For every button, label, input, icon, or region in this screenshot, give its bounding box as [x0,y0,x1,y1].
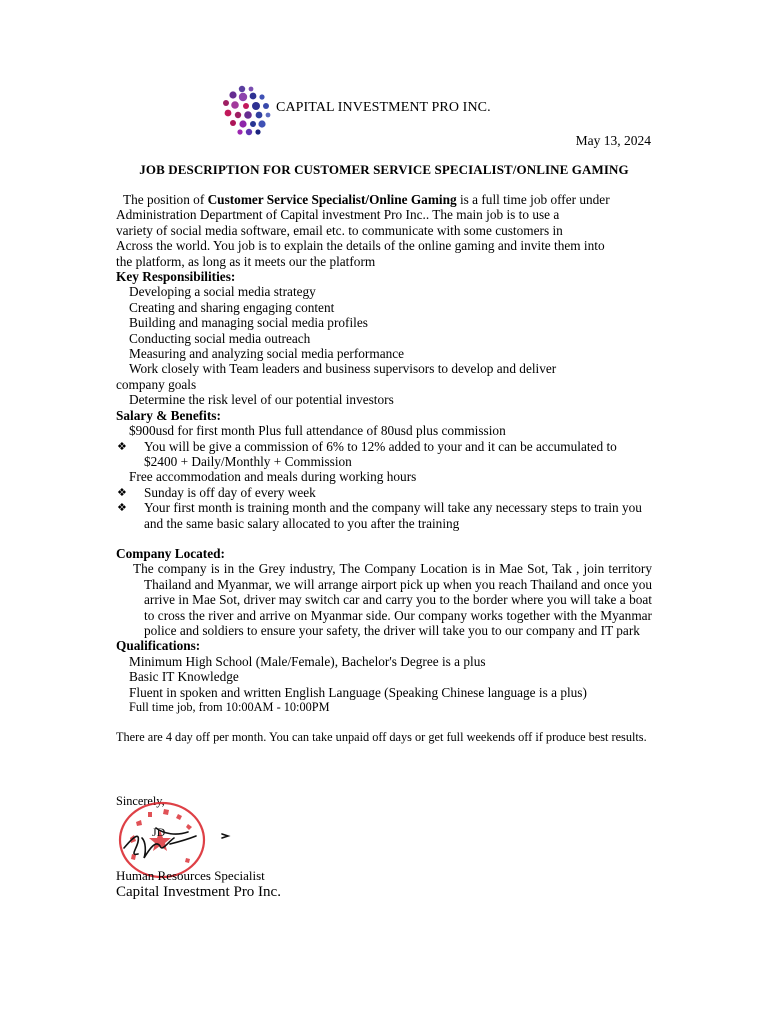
list-item: ❖ You will be give a commission of 6% to 12% added to your and it can be accumulated to $2400 + Daily/Monthly + Commission [117,438,617,469]
diamond-bullet-icon: ❖ [117,439,127,453]
intro-line: the platform, as long as it meets our the platform [116,253,376,269]
svg-text:JD: JD [152,825,166,839]
signer-company: Capital Investment Pro Inc. [116,884,281,900]
intro-line: variety of social media software, email etc. to communicate with some customers in [116,222,563,238]
list-item: Building and managing social media profiles [129,315,368,331]
intro-line: Administration Department of Capital investment Pro Inc.. The main job is to use a [116,207,560,223]
list-item: Full time job, from 10:00AM - 10:00PM [129,700,330,714]
list-item: Developing a social media strategy [129,284,316,300]
list-item: Basic IT Knowledge [129,669,239,685]
closing-salutation: Sincerely, [116,794,165,808]
signer-role: Human Resources Specialist [116,868,265,883]
company-name: CAPITAL INVESTMENT PRO INC. [276,100,491,115]
responsibilities-heading: Key Responsibilities: [116,269,236,285]
position-name: Customer Service Specialist/Online Gaming [207,192,457,207]
list-item: $900usd for first month Plus full attendance of 80usd plus commission [129,423,506,439]
handwritten-signature-icon [124,825,228,858]
document-title: JOB DESCRIPTION FOR CUSTOMER SERVICE SPECIALIST/ONLINE GAMING [139,162,629,177]
location-heading: Company Located: [116,545,225,561]
letter-date: May 13, 2024 [575,133,651,148]
list-item: Free accommodation and meals during working hours [129,469,417,485]
diamond-bullet-icon: ❖ [117,501,127,515]
location-paragraph: The company is in the Grey industry, The Company Location is in Mae Sot, Tak , join territory Thailand and Myanmar, we will arrange airport pick up when you reach Thailand and once you arrive in Mae Sot, driver may switch car and carry you to the border where you will take a boat to cross the river and arrive on Myanmar side. Our company works together with the Myanmar police and soldiers to ensure your safety, the driver will take you to our company and IT park [132,561,652,638]
salary-heading: Salary & Benefits: [116,407,221,423]
list-item: ❖ Your first month is training month and the company will take any necessary steps to train you and the same basic salary allocated to you after the training [117,500,642,531]
list-item: Determine the risk level of our potential investors [129,392,394,408]
list-item: ❖ Sunday is off day of every week [117,484,316,500]
diamond-bullet-icon: ❖ [117,485,127,499]
list-item-continued: company goals [116,376,197,392]
list-item: Minimum High School (Male/Female), Bachelor's Degree is a plus [129,653,486,669]
list-item: Work closely with Team leaders and business supervisors to develop and deliver [129,361,557,377]
list-item: Fluent in spoken and written English Language (Speaking Chinese language is a plus) [129,684,587,700]
list-item: Measuring and analyzing social media performance [129,346,405,362]
intro-line: Across the world. You job is to explain the details of the online gaming and invite them into [116,238,605,254]
list-item: Conducting social media outreach [129,330,311,346]
intro-line: The position of Customer Service Specialist/Online Gaming is a full time job offer under [123,192,610,207]
qualifications-heading: Qualifications: [116,638,201,654]
list-item: Creating and sharing engaging content [129,299,335,315]
letterhead [220,84,491,138]
days-off-paragraph: There are 4 day off per month. You can take unpaid off days or get full weekends off if produce best results. [116,730,647,745]
dot-cluster-logo-icon [220,84,274,138]
letter-body [116,192,652,746]
